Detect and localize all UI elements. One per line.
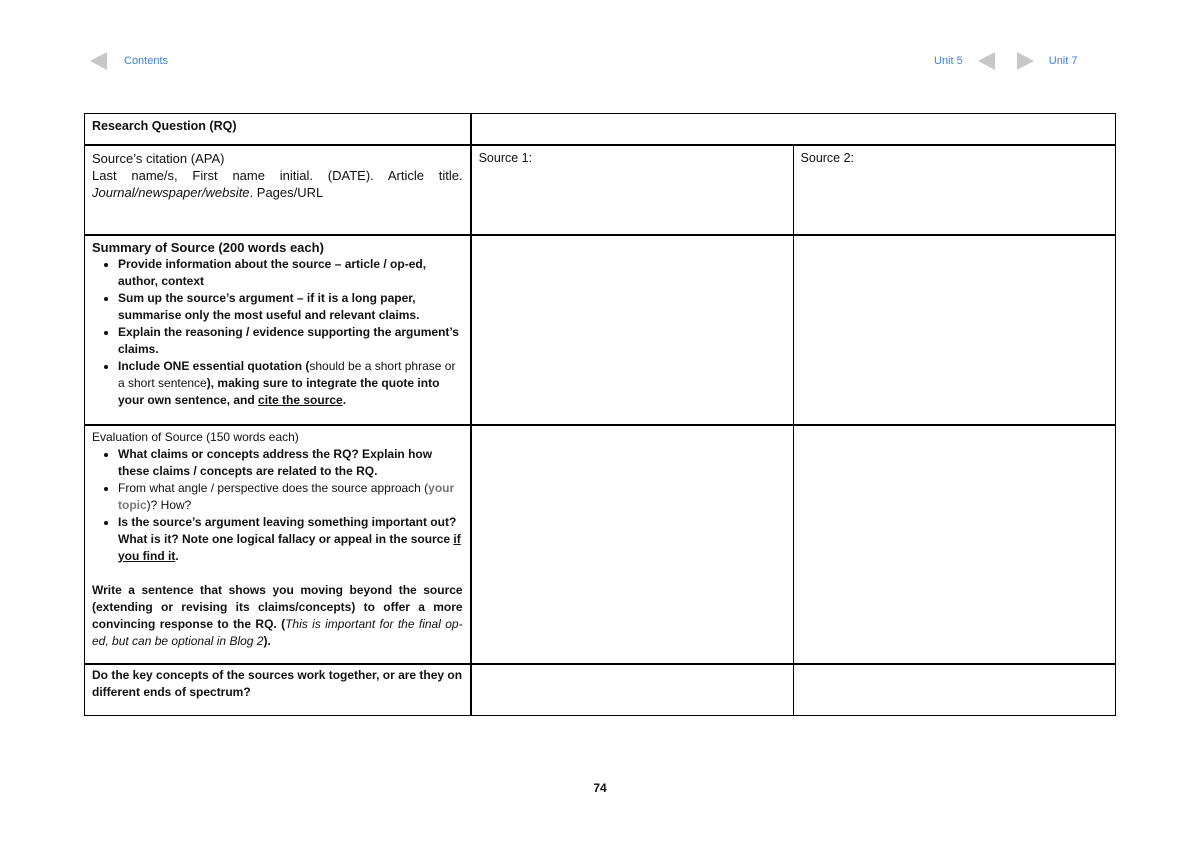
summary-item: • Explain the reasoning / evidence supporting the argument’s claims. bbox=[118, 324, 463, 358]
summary-item: • Include ONE essential quotation (should be a short phrase or a short sentence), making sure to integrate the quote into your own sentence, and cite the source. bbox=[118, 358, 463, 409]
summary-item: • Provide information about the source – article / op-ed, author, context bbox=[118, 256, 463, 290]
summary-heading: Summary of Source (200 words each) bbox=[92, 239, 324, 255]
summary-item: • Sum up the source’s argument – if it is a long paper, summarise only the most useful and relevant claims. bbox=[118, 290, 463, 324]
page-number: 74 bbox=[593, 781, 607, 795]
research-worksheet-table bbox=[84, 113, 1116, 716]
source1-concepts-cell[interactable] bbox=[471, 664, 793, 716]
citation-heading: Source’s citation (APA) bbox=[92, 150, 225, 166]
concepts-row bbox=[85, 664, 1116, 716]
summary-row bbox=[85, 235, 1116, 425]
contents-link[interactable]: Contents bbox=[124, 55, 169, 67]
evaluation-instructions bbox=[85, 425, 471, 664]
next-unit-link[interactable]: Unit 7 bbox=[1048, 55, 1078, 67]
source2-concepts-cell[interactable] bbox=[793, 664, 1115, 716]
evaluation-heading: Evaluation of Source (150 words each) bbox=[92, 429, 299, 444]
source2-summary-cell[interactable] bbox=[793, 235, 1115, 425]
rq-row bbox=[85, 114, 1116, 145]
rq-answer-cell[interactable] bbox=[471, 114, 1116, 145]
evaluation-list bbox=[92, 446, 463, 565]
prev-unit-arrow-icon[interactable] bbox=[978, 52, 995, 70]
prev-unit-link[interactable]: Unit 5 bbox=[934, 55, 963, 67]
source2-citation-cell[interactable] bbox=[793, 145, 1115, 235]
citation-instructions bbox=[85, 145, 471, 235]
citation-row bbox=[85, 145, 1116, 235]
summary-list bbox=[92, 256, 463, 409]
concepts-question: Do the key concepts of the sources work together, or are they on different ends of spectrum? bbox=[85, 664, 471, 716]
source2-label: Source 2: bbox=[800, 150, 855, 165]
evaluation-row bbox=[85, 425, 1116, 664]
nav-contents bbox=[90, 50, 168, 72]
summary-instructions bbox=[85, 235, 471, 425]
extend-instruction: Write a sentence that shows you moving beyond the source (extending or revising its claims/concepts) to offer a more convincing response to the RQ. (This is important for the final op-ed, but can be optional in Blog 2). bbox=[92, 582, 463, 648]
evaluation-item: • What claims or concepts address the RQ? Explain how these claims / concepts are related to the RQ. bbox=[118, 446, 463, 480]
next-unit-arrow-icon[interactable] bbox=[1017, 52, 1034, 70]
evaluation-item: • From what angle / perspective does the source approach (your topic)? How? bbox=[118, 480, 463, 514]
source1-label: Source 1: bbox=[478, 150, 533, 165]
source1-evaluation-cell[interactable] bbox=[471, 425, 793, 664]
rq-label: Research Question (RQ) bbox=[85, 114, 471, 145]
source1-summary-cell[interactable] bbox=[471, 235, 793, 425]
source2-evaluation-cell[interactable] bbox=[793, 425, 1115, 664]
nav-units bbox=[934, 50, 1078, 72]
evaluation-item: • Is the source’s argument leaving something important out? What is it? Note one logical fallacy or appeal in the source if you find it. bbox=[118, 514, 463, 565]
source1-citation-cell[interactable] bbox=[471, 145, 793, 235]
citation-format: Last name/s, First name initial. (DATE). Article title. Journal/newspaper/website. Pages/URL bbox=[92, 167, 463, 200]
back-arrow-icon[interactable] bbox=[90, 52, 107, 70]
